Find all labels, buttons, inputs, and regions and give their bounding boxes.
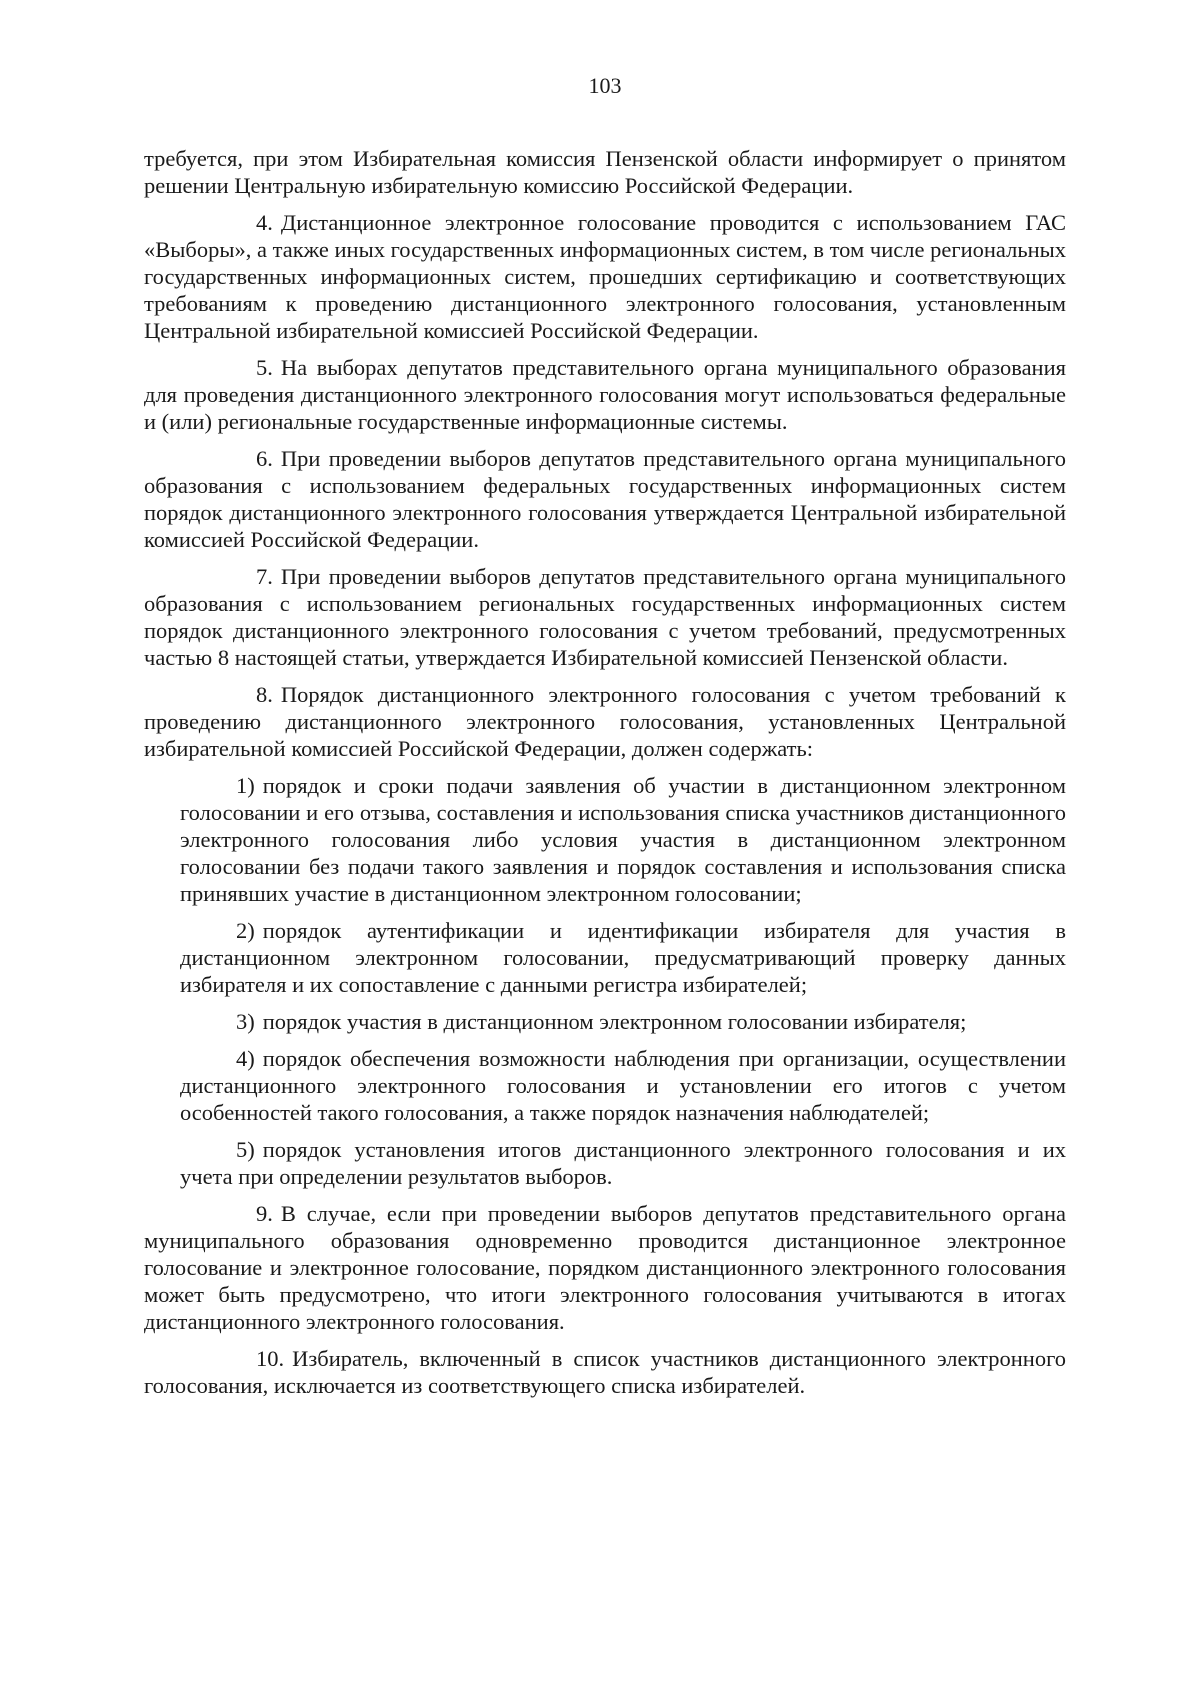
paragraph-text: Дистанционное электронное голосование проводится с использованием ГАС «Выборы», а также иных государственных информационных систем, в том числе региональных государственных информационных систем, прошедших сертификацию и соответствующих требованиям к проведению дистанционного электронного голосования, установленным Центральной избирательной комиссией Российской Федерации. (144, 210, 1066, 343)
paragraph-number: 8. (256, 682, 273, 707)
paragraph-number: 5. (256, 355, 273, 380)
paragraph-number: 6. (256, 446, 273, 471)
paragraph-text: При проведении выборов депутатов представительного органа муниципального образования с использованием региональных государственных информационных систем порядок дистанционного электронного голосования с учетом требований, предусмотренных частью 8 настоящей статьи, утверждается Избирательной комиссией Пензенской области. (144, 564, 1066, 670)
subitem-3 (180, 1008, 1066, 1035)
subitem-number: 1) (236, 773, 255, 798)
subitem-2 (180, 917, 1066, 998)
paragraph-number: 7. (256, 564, 273, 589)
paragraph-number: 9. (256, 1201, 273, 1226)
paragraph-text: Избиратель, включенный в список участников дистанционного электронного голосования, исключается из соответствующего списка избирателей. (144, 1346, 1066, 1398)
paragraph-text: Порядок дистанционного электронного голосования с учетом требований к проведению дистанционного электронного голосования, установленных Центральной избирательной комиссией Российской Федерации, должен содержать: (144, 682, 1066, 761)
subitem-text: порядок обеспечения возможности наблюдения при организации, осуществлении дистанционного электронного голосования и установлении его итогов с учетом особенностей такого голосования, а также порядок назначения наблюдателей; (180, 1046, 1066, 1125)
paragraph-text: На выборах депутатов представительного органа муниципального образования для проведения дистанционного электронного голосования могут использоваться федеральные и (или) региональные государственные информационные системы. (144, 355, 1066, 434)
subitem-number: 5) (236, 1137, 255, 1162)
paragraph-4 (144, 209, 1066, 344)
paragraph-number: 4. (256, 210, 273, 235)
subitem-number: 2) (236, 918, 255, 943)
subitem-number: 4) (236, 1046, 255, 1071)
paragraph-number: 10. (256, 1346, 285, 1371)
subitem-5 (180, 1136, 1066, 1190)
subitem-text: порядок установления итогов дистанционного электронного голосования и их учета при определении результатов выборов. (180, 1137, 1066, 1189)
paragraph-5 (144, 354, 1066, 435)
paragraph-9 (144, 1200, 1066, 1335)
paragraph-10 (144, 1345, 1066, 1399)
page-number: 103 (588, 73, 622, 98)
document-body (144, 145, 1066, 1409)
paragraph-text: При проведении выборов депутатов представительного органа муниципального образования с использованием федеральных государственных информационных систем порядок дистанционного электронного голосования утверждается Центральной избирательной комиссией Российской Федерации. (144, 446, 1066, 552)
subitem-1 (180, 772, 1066, 907)
continuation-paragraph: требуется, при этом Избирательная комиссия Пензенской области информирует о принятом решении Центральную избирательную комиссию Российской Федерации. (144, 146, 1066, 198)
subitem-text: порядок аутентификации и идентификации избирателя для участия в дистанционном электронном голосовании, предусматривающий проверку данных избирателя и их сопоставление с данными регистра избирателей; (180, 918, 1066, 997)
subitem-4 (180, 1045, 1066, 1126)
paragraph-8 (144, 681, 1066, 762)
paragraph-6 (144, 445, 1066, 553)
subitem-text: порядок участия в дистанционном электронном голосовании избирателя; (262, 1009, 967, 1034)
subitem-text: порядок и сроки подачи заявления об участии в дистанционном электронном голосовании и его отзыва, составления и использования списка участников дистанционного электронного голосования либо условия участия в дистанционном электронном голосовании без подачи такого заявления и порядок составления и использования списка принявших участие в дистанционном электронном голосовании; (180, 773, 1066, 906)
subitem-number: 3) (236, 1009, 255, 1034)
paragraph-text: В случае, если при проведении выборов депутатов представительного органа муниципального образования одновременно проводится дистанционное электронное голосование и электронное голосование, порядком дистанционного электронного голосования может быть предусмотрено, что итоги электронного голосования учитываются в итогах дистанционного электронного голосования. (144, 1201, 1066, 1334)
paragraph-7 (144, 563, 1066, 671)
